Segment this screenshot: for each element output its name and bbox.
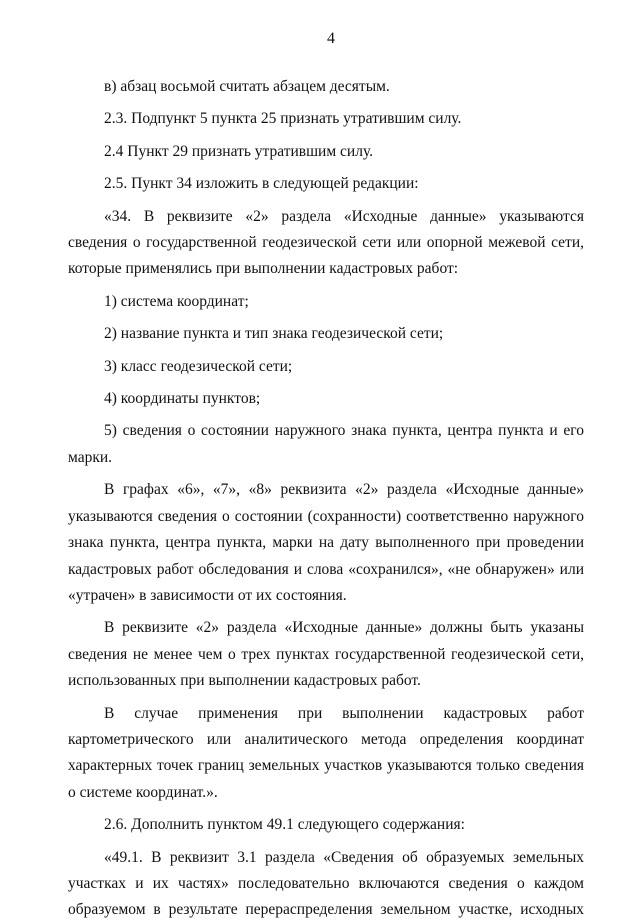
list-item-5: 5) сведения о состоянии наружного знака пункта, центра пункта и его марки.	[68, 422, 584, 466]
paragraph-columns-6-7-8: В графах «6», «7», «8» реквизита «2» раздела «Исходные данные» указываются сведения о состоянии (сохранности) соответственно наружного знака пункта, центра пункта, марки на дату выполненного при проведении кадастровых работ обследования и слова «сохранился», «не обнаружен» или «утрачен» в зависимости от их состояния.	[68, 481, 584, 604]
paragraph-three-points: В реквизите «2» раздела «Исходные данные» должны быть указаны сведения не менее чем о трех пунктах государственной геодезической сети, использованных при выполнении кадастровых работ.	[68, 619, 584, 690]
list-item-1: 1) система координат;	[104, 292, 249, 310]
paragraph-2-6: 2.6. Дополнить пунктом 49.1 следующего содержания:	[104, 816, 465, 834]
list-item-4: 4) координаты пунктов;	[104, 390, 261, 408]
paragraph-item-49-1: «49.1. В реквизит 3.1 раздела «Сведения об образуемых земельных участках и их частях» последовательно включаются сведения о каждом образуемом в результате перераспределения земельном участке, исходных	[68, 848, 584, 919]
list-item-2: 2) название пункта и тип знака геодезической сети;	[104, 325, 444, 343]
document-page	[68, 30, 584, 924]
paragraph-2-5: 2.5. Пункт 34 изложить в следующей редакции:	[104, 175, 419, 193]
paragraph-2-4: 2.4 Пункт 29 признать утратившим силу.	[104, 142, 374, 160]
paragraph-2-3: 2.3. Подпункт 5 пункта 25 признать утратившим силу.	[104, 110, 462, 128]
paragraph-cartometric-case: В случае применения при выполнении кадастровых работ картометрического или аналитического метода определения координат характерных точек границ земельных участков указываются только сведения о системе координат.».	[68, 704, 584, 801]
paragraph-subitem-v: в) абзац восьмой считать абзацем десятым.	[104, 78, 390, 95]
paragraph-item-34: «34. В реквизите «2» раздела «Исходные данные» указываются сведения о государственной геодезической сети или опорной межевой сети, которые применялись при выполнении кадастровых работ:	[68, 207, 584, 278]
page-number: 4	[327, 30, 335, 47]
list-item-3: 3) класс геодезической сети;	[104, 357, 293, 375]
